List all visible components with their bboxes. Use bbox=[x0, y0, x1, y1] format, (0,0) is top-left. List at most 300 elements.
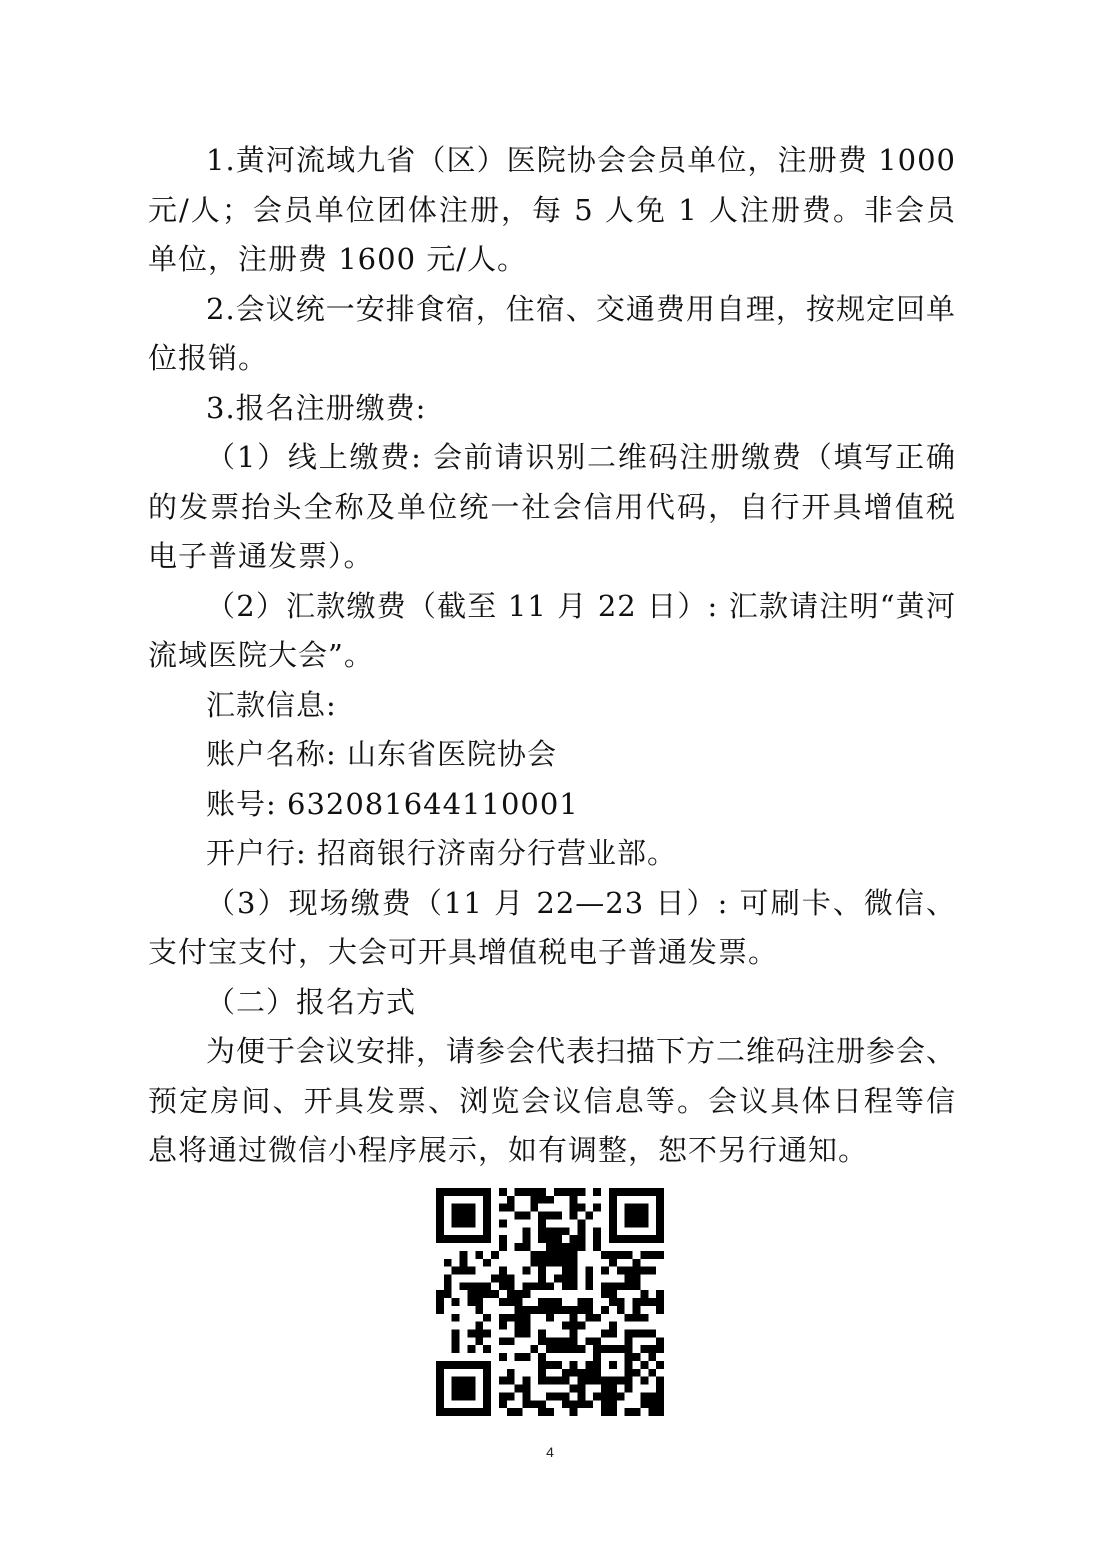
qr-module bbox=[436, 1204, 444, 1212]
qr-module bbox=[656, 1377, 664, 1385]
qr-module bbox=[499, 1243, 507, 1251]
qr-module bbox=[609, 1385, 617, 1393]
qr-module bbox=[640, 1219, 648, 1227]
qr-module bbox=[538, 1251, 546, 1259]
qr-module bbox=[467, 1188, 475, 1196]
qr-module bbox=[656, 1392, 664, 1400]
qr-module bbox=[546, 1235, 554, 1243]
qr-module bbox=[625, 1337, 633, 1345]
qr-module bbox=[570, 1385, 578, 1393]
qr-module bbox=[452, 1204, 460, 1212]
qr-module bbox=[452, 1212, 460, 1220]
qr-module bbox=[656, 1235, 664, 1243]
qr-module bbox=[444, 1408, 452, 1416]
qr-module bbox=[530, 1259, 538, 1267]
qr-module bbox=[452, 1408, 460, 1416]
qr-module bbox=[554, 1298, 562, 1306]
qr-module bbox=[554, 1188, 562, 1196]
qr-module bbox=[617, 1267, 625, 1275]
qr-module bbox=[578, 1204, 586, 1212]
qr-module bbox=[444, 1259, 452, 1267]
qr-module bbox=[593, 1188, 601, 1196]
qr-module bbox=[617, 1251, 625, 1259]
qr-module bbox=[475, 1330, 483, 1338]
qr-module bbox=[656, 1290, 664, 1298]
qr-module bbox=[467, 1235, 475, 1243]
qr-module bbox=[609, 1408, 617, 1416]
qr-module bbox=[609, 1204, 617, 1212]
qr-module bbox=[460, 1282, 468, 1290]
qr-module bbox=[609, 1212, 617, 1220]
qr-module bbox=[475, 1361, 483, 1369]
qr-module bbox=[585, 1282, 593, 1290]
qr-module bbox=[460, 1251, 468, 1259]
qr-module bbox=[570, 1251, 578, 1259]
qr-module bbox=[609, 1259, 617, 1267]
qr-module bbox=[593, 1243, 601, 1251]
qr-module bbox=[460, 1392, 468, 1400]
qr-module bbox=[483, 1188, 491, 1196]
qr-module bbox=[467, 1267, 475, 1275]
qr-module bbox=[460, 1204, 468, 1212]
qr-module bbox=[522, 1243, 530, 1251]
remittance-info-label: 汇款信息: bbox=[206, 687, 337, 722]
qr-module bbox=[546, 1212, 554, 1220]
qr-module bbox=[522, 1400, 530, 1408]
qr-module bbox=[640, 1212, 648, 1220]
qr-module bbox=[609, 1196, 617, 1204]
qr-module bbox=[436, 1369, 444, 1377]
qr-module bbox=[640, 1298, 648, 1306]
qr-module bbox=[640, 1345, 648, 1353]
qr-module bbox=[515, 1330, 523, 1338]
qr-module bbox=[507, 1369, 515, 1377]
qr-module bbox=[648, 1235, 656, 1243]
qr-module bbox=[617, 1345, 625, 1353]
qr-module bbox=[648, 1400, 656, 1408]
qr-module bbox=[578, 1377, 586, 1385]
qr-module bbox=[562, 1274, 570, 1282]
qr-module bbox=[585, 1267, 593, 1275]
qr-module bbox=[538, 1337, 546, 1345]
qr-module bbox=[436, 1235, 444, 1243]
qr-module bbox=[467, 1282, 475, 1290]
qr-module bbox=[538, 1267, 546, 1275]
qr-module bbox=[640, 1400, 648, 1408]
qr-module bbox=[570, 1306, 578, 1314]
qr-module bbox=[507, 1274, 515, 1282]
qr-module bbox=[648, 1298, 656, 1306]
qr-module bbox=[530, 1204, 538, 1212]
qr-module bbox=[554, 1377, 562, 1385]
qr-module bbox=[467, 1392, 475, 1400]
qr-module bbox=[570, 1330, 578, 1338]
qr-module bbox=[522, 1385, 530, 1393]
qr-module bbox=[593, 1369, 601, 1377]
qr-module bbox=[601, 1306, 609, 1314]
qr-module bbox=[491, 1251, 499, 1259]
qr-module bbox=[475, 1290, 483, 1298]
qr-module bbox=[570, 1235, 578, 1243]
qr-module bbox=[562, 1227, 570, 1235]
qr-module bbox=[475, 1235, 483, 1243]
qr-module bbox=[460, 1385, 468, 1393]
qr-module bbox=[467, 1290, 475, 1298]
qr-module bbox=[640, 1361, 648, 1369]
qr-module bbox=[538, 1212, 546, 1220]
qr-module bbox=[562, 1322, 570, 1330]
qr-module bbox=[633, 1314, 641, 1322]
qr-module bbox=[640, 1377, 648, 1385]
qr-module bbox=[609, 1377, 617, 1385]
qr-module bbox=[593, 1392, 601, 1400]
qr-module bbox=[633, 1282, 641, 1290]
qr-module bbox=[483, 1408, 491, 1416]
qr-module bbox=[656, 1196, 664, 1204]
qr-module bbox=[656, 1400, 664, 1408]
qr-module bbox=[609, 1400, 617, 1408]
qr-module bbox=[546, 1298, 554, 1306]
qr-module bbox=[538, 1259, 546, 1267]
qr-module bbox=[601, 1377, 609, 1385]
qr-module bbox=[460, 1259, 468, 1267]
qr-module bbox=[570, 1337, 578, 1345]
qr-module bbox=[601, 1330, 609, 1338]
paragraph-accommodation: 2.会议统一安排食宿，住宿、交通费用自理，按规定回单位报销。 bbox=[148, 291, 956, 375]
qr-module bbox=[562, 1369, 570, 1377]
qr-module bbox=[538, 1282, 546, 1290]
section-heading-registration-method: （二）报名方式 bbox=[206, 984, 417, 1019]
qr-module bbox=[609, 1227, 617, 1235]
qr-module bbox=[483, 1235, 491, 1243]
qr-module bbox=[436, 1408, 444, 1416]
qr-module bbox=[593, 1235, 601, 1243]
qr-module bbox=[585, 1337, 593, 1345]
qr-module bbox=[640, 1314, 648, 1322]
qr-module bbox=[633, 1298, 641, 1306]
body-text bbox=[148, 136, 956, 1176]
qr-module bbox=[475, 1298, 483, 1306]
qr-module bbox=[656, 1188, 664, 1196]
qr-module bbox=[554, 1361, 562, 1369]
qr-module bbox=[633, 1353, 641, 1361]
paragraph-onsite-payment: （3）现场缴费（11 月 22—23 日）: 可刷卡、微信、支付宝支付，大会可开具增值税电子普通发票。 bbox=[148, 885, 956, 969]
qr-module bbox=[633, 1219, 641, 1227]
account-name: 账户名称: 山东省医院协会 bbox=[206, 737, 557, 771]
qr-module bbox=[601, 1251, 609, 1259]
qr-module bbox=[499, 1314, 507, 1322]
qr-module bbox=[546, 1282, 554, 1290]
qr-module bbox=[460, 1212, 468, 1220]
qr-module bbox=[491, 1274, 499, 1282]
qr-module bbox=[640, 1290, 648, 1298]
qr-module bbox=[554, 1392, 562, 1400]
qr-module bbox=[444, 1188, 452, 1196]
qr-module bbox=[562, 1251, 570, 1259]
qr-module bbox=[483, 1196, 491, 1204]
qr-module bbox=[515, 1306, 523, 1314]
qr-module bbox=[601, 1392, 609, 1400]
qr-module bbox=[625, 1377, 633, 1385]
qr-module bbox=[656, 1306, 664, 1314]
qr-module bbox=[617, 1235, 625, 1243]
qr-module bbox=[625, 1212, 633, 1220]
qr-module bbox=[507, 1290, 515, 1298]
qr-module bbox=[475, 1306, 483, 1314]
qr-module bbox=[452, 1330, 460, 1338]
qr-module bbox=[609, 1282, 617, 1290]
qr-module bbox=[538, 1306, 546, 1314]
qr-module bbox=[570, 1243, 578, 1251]
qr-module bbox=[648, 1330, 656, 1338]
qr-module bbox=[499, 1377, 507, 1385]
qr-module bbox=[436, 1361, 444, 1369]
qr-module bbox=[538, 1377, 546, 1385]
qr-module bbox=[436, 1227, 444, 1235]
qr-module bbox=[522, 1306, 530, 1314]
qr-module bbox=[483, 1369, 491, 1377]
paragraph-registration-fee: 1.黄河流域九省（区）医院协会会员单位，注册费 1000 元/人；会员单位团体注册，每 5 人免 1 人注册费。非会员单位，注册费 1600 元/人。 bbox=[148, 143, 956, 276]
qr-module bbox=[507, 1377, 515, 1385]
qr-module bbox=[483, 1212, 491, 1220]
qr-module bbox=[578, 1219, 586, 1227]
qr-module bbox=[452, 1377, 460, 1385]
qr-module bbox=[467, 1361, 475, 1369]
qr-module bbox=[578, 1322, 586, 1330]
paragraph-payment-heading: 3.报名注册缴费: bbox=[206, 390, 427, 425]
qr-module bbox=[562, 1259, 570, 1267]
qr-module bbox=[554, 1274, 562, 1282]
qr-module bbox=[617, 1298, 625, 1306]
qr-module bbox=[483, 1219, 491, 1227]
qr-module bbox=[515, 1385, 523, 1393]
qr-module bbox=[640, 1392, 648, 1400]
qr-module bbox=[522, 1377, 530, 1385]
qr-module bbox=[562, 1306, 570, 1314]
qr-module bbox=[625, 1282, 633, 1290]
qr-module bbox=[538, 1408, 546, 1416]
qr-module bbox=[562, 1392, 570, 1400]
qr-module bbox=[578, 1369, 586, 1377]
qr-module bbox=[609, 1219, 617, 1227]
qr-module bbox=[633, 1212, 641, 1220]
qr-module bbox=[578, 1235, 586, 1243]
qr-module bbox=[538, 1400, 546, 1408]
qr-module bbox=[656, 1204, 664, 1212]
qr-module bbox=[633, 1235, 641, 1243]
qr-module bbox=[546, 1306, 554, 1314]
qr-module bbox=[452, 1385, 460, 1393]
qr-module bbox=[562, 1282, 570, 1290]
qr-module bbox=[538, 1361, 546, 1369]
qr-module bbox=[499, 1298, 507, 1306]
qr-module bbox=[554, 1306, 562, 1314]
qr-module bbox=[625, 1274, 633, 1282]
qr-module bbox=[530, 1282, 538, 1290]
qr-module bbox=[633, 1274, 641, 1282]
qr-module bbox=[538, 1353, 546, 1361]
qr-module bbox=[452, 1345, 460, 1353]
qr-module bbox=[467, 1385, 475, 1393]
qr-module bbox=[570, 1212, 578, 1220]
qr-module bbox=[570, 1345, 578, 1353]
qr-module bbox=[452, 1298, 460, 1306]
qr-module bbox=[546, 1227, 554, 1235]
qr-module bbox=[522, 1330, 530, 1338]
qr-module bbox=[554, 1227, 562, 1235]
qr-module bbox=[617, 1188, 625, 1196]
qr-module bbox=[656, 1251, 664, 1259]
qr-module bbox=[460, 1188, 468, 1196]
qr-module bbox=[633, 1188, 641, 1196]
qr-module bbox=[562, 1337, 570, 1345]
qr-module bbox=[609, 1298, 617, 1306]
qr-module bbox=[633, 1267, 641, 1275]
qr-module bbox=[633, 1369, 641, 1377]
qr-module bbox=[522, 1188, 530, 1196]
qr-module bbox=[436, 1392, 444, 1400]
qr-module bbox=[570, 1400, 578, 1408]
qr-module bbox=[633, 1259, 641, 1267]
qr-module bbox=[499, 1392, 507, 1400]
qr-module bbox=[467, 1330, 475, 1338]
qr-module bbox=[522, 1235, 530, 1243]
qr-module bbox=[617, 1306, 625, 1314]
qr-module bbox=[530, 1196, 538, 1204]
qr-module bbox=[522, 1212, 530, 1220]
qr-module bbox=[562, 1188, 570, 1196]
qr-module bbox=[499, 1219, 507, 1227]
qr-module bbox=[467, 1298, 475, 1306]
qr-module bbox=[546, 1251, 554, 1259]
qr-module bbox=[530, 1306, 538, 1314]
qr-module bbox=[467, 1345, 475, 1353]
qr-module bbox=[546, 1345, 554, 1353]
qr-module bbox=[444, 1282, 452, 1290]
qr-module bbox=[538, 1330, 546, 1338]
qr-module bbox=[522, 1322, 530, 1330]
qr-module bbox=[562, 1400, 570, 1408]
qr-module bbox=[452, 1314, 460, 1322]
qr-module bbox=[499, 1282, 507, 1290]
paragraph-online-payment: （1）线上缴费: 会前请识别二维码注册缴费（填写正确的发票抬头全称及单位统一社会信用代码，自行开具增值税电子普通发票）。 bbox=[148, 440, 956, 573]
qr-module bbox=[633, 1408, 641, 1416]
qr-module bbox=[499, 1188, 507, 1196]
qr-module bbox=[570, 1267, 578, 1275]
qr-module bbox=[562, 1377, 570, 1385]
qr-module bbox=[483, 1377, 491, 1385]
qr-module bbox=[499, 1337, 507, 1345]
qr-module bbox=[522, 1314, 530, 1322]
qr-module bbox=[648, 1251, 656, 1259]
paragraph-registration-method: 为便于会议安排，请参会代表扫描下方二维码注册参会、预定房间、开具发票、浏览会议信息等。会议具体日程等信息将通过微信小程序展示，如有调整，恕不另行通知。 bbox=[148, 1034, 957, 1167]
qr-module bbox=[625, 1188, 633, 1196]
qr-module bbox=[491, 1290, 499, 1298]
qr-module bbox=[578, 1306, 586, 1314]
qr-module bbox=[625, 1408, 633, 1416]
qr-module bbox=[593, 1314, 601, 1322]
qr-module bbox=[601, 1345, 609, 1353]
qr-module bbox=[436, 1385, 444, 1393]
qr-module bbox=[483, 1290, 491, 1298]
qr-module bbox=[507, 1282, 515, 1290]
qr-module bbox=[585, 1369, 593, 1377]
qr-module bbox=[452, 1219, 460, 1227]
qr-module bbox=[601, 1400, 609, 1408]
qr-module bbox=[640, 1251, 648, 1259]
qr-module bbox=[562, 1243, 570, 1251]
qr-module bbox=[483, 1259, 491, 1267]
qr-module bbox=[515, 1298, 523, 1306]
qr-module bbox=[452, 1337, 460, 1345]
qr-module bbox=[436, 1196, 444, 1204]
qr-module bbox=[546, 1377, 554, 1385]
qr-module bbox=[609, 1188, 617, 1196]
qr-module bbox=[444, 1290, 452, 1298]
qr-module bbox=[656, 1337, 664, 1345]
qr-module bbox=[593, 1377, 601, 1385]
qr-module bbox=[570, 1314, 578, 1322]
qr-module bbox=[570, 1204, 578, 1212]
qr-module bbox=[640, 1204, 648, 1212]
qr-module bbox=[499, 1353, 507, 1361]
qr-module bbox=[467, 1377, 475, 1385]
qr-module bbox=[538, 1369, 546, 1377]
qr-module bbox=[617, 1377, 625, 1385]
qr-module bbox=[522, 1392, 530, 1400]
qr-module bbox=[452, 1235, 460, 1243]
qr-module bbox=[436, 1219, 444, 1227]
qr-module bbox=[554, 1259, 562, 1267]
qr-module bbox=[460, 1377, 468, 1385]
qr-module bbox=[578, 1188, 586, 1196]
qr-module bbox=[570, 1322, 578, 1330]
qr-code-icon bbox=[434, 1188, 666, 1416]
qr-module bbox=[585, 1400, 593, 1408]
qr-module bbox=[538, 1188, 546, 1196]
qr-module bbox=[546, 1259, 554, 1267]
qr-module bbox=[601, 1290, 609, 1298]
qr-module bbox=[570, 1408, 578, 1416]
qr-module bbox=[483, 1392, 491, 1400]
qr-module bbox=[538, 1235, 546, 1243]
qr-module bbox=[625, 1385, 633, 1393]
qr-module bbox=[633, 1306, 641, 1314]
qr-module bbox=[585, 1212, 593, 1220]
qr-module bbox=[625, 1369, 633, 1377]
qr-module bbox=[609, 1392, 617, 1400]
qr-module bbox=[601, 1408, 609, 1416]
qr-module bbox=[483, 1314, 491, 1322]
qr-module bbox=[452, 1392, 460, 1400]
qr-module bbox=[522, 1227, 530, 1235]
qr-module bbox=[507, 1392, 515, 1400]
qr-module bbox=[483, 1204, 491, 1212]
qr-module bbox=[499, 1400, 507, 1408]
qr-module bbox=[460, 1267, 468, 1275]
qr-module bbox=[633, 1330, 641, 1338]
qr-module bbox=[656, 1361, 664, 1369]
qr-module bbox=[609, 1290, 617, 1298]
qr-module bbox=[648, 1408, 656, 1416]
qr-module bbox=[538, 1219, 546, 1227]
qr-module bbox=[601, 1385, 609, 1393]
qr-module bbox=[585, 1377, 593, 1385]
qr-module bbox=[546, 1337, 554, 1345]
qr-module bbox=[460, 1361, 468, 1369]
qr-module bbox=[460, 1408, 468, 1416]
qr-module bbox=[475, 1251, 483, 1259]
